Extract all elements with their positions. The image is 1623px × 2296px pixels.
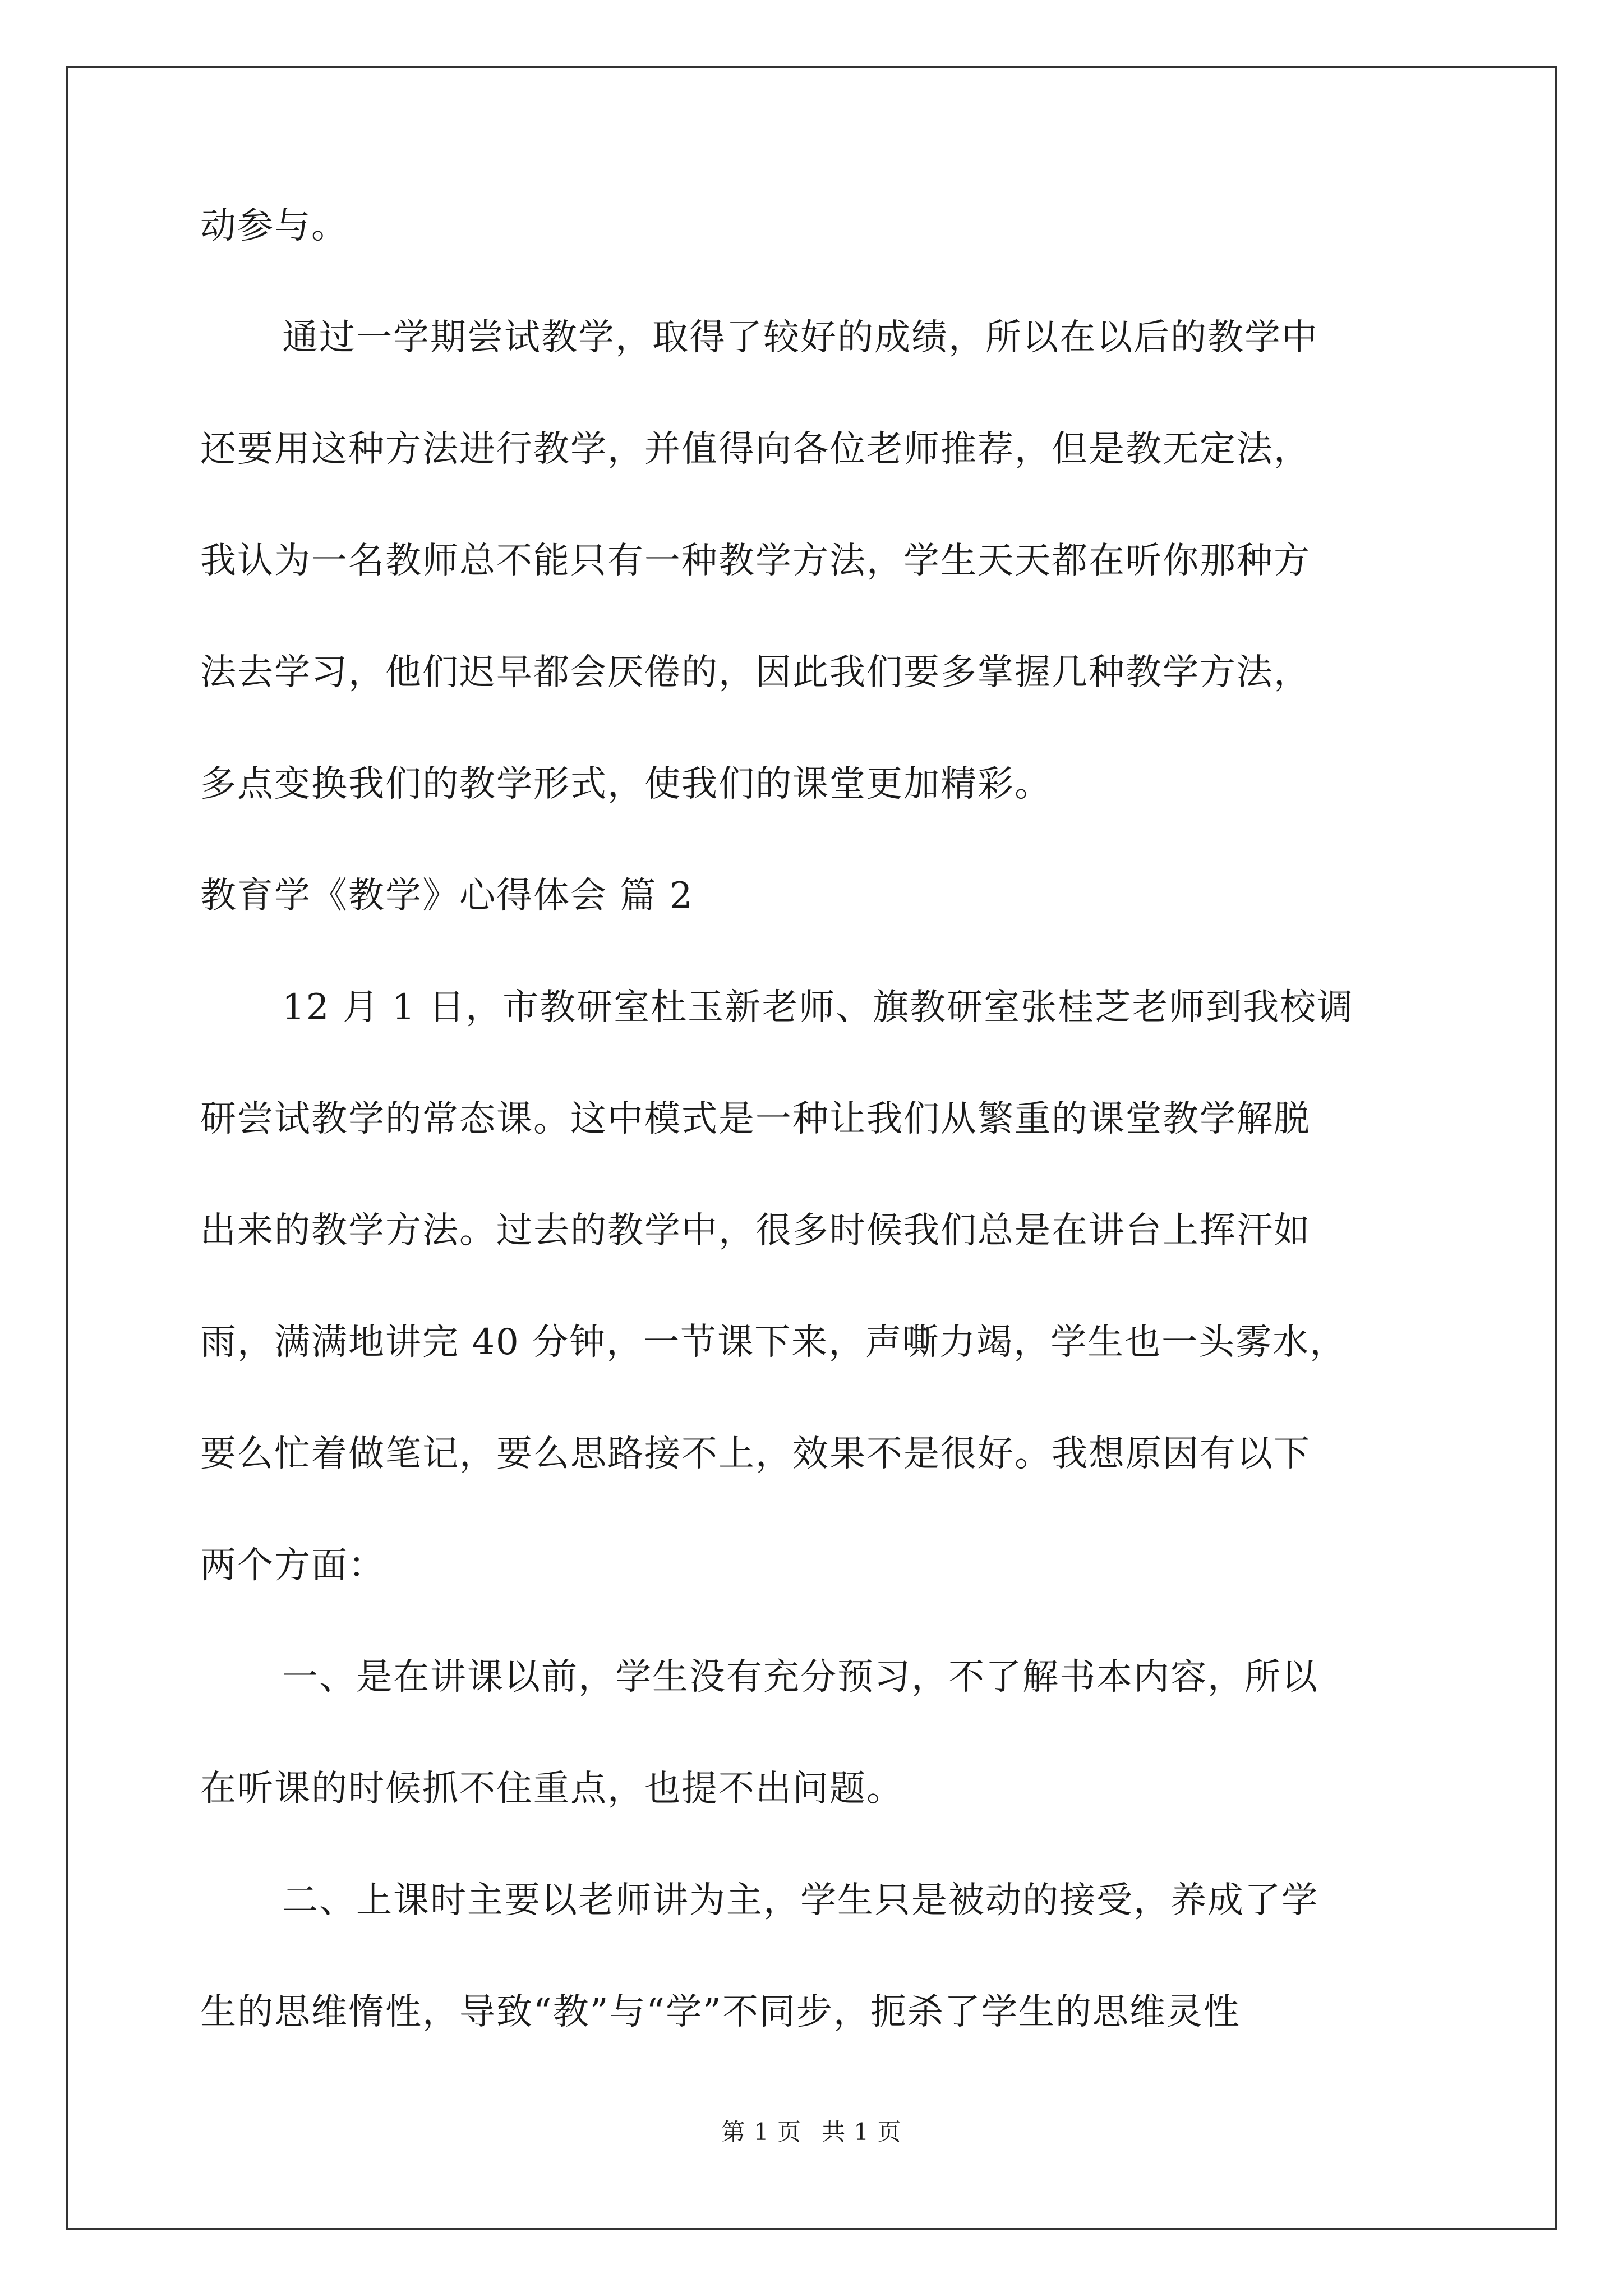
paragraph-line: 要么忙着做笔记，要么思路接不上，效果不是很好。我想原因有以下 [200,1433,1311,1475]
paragraph-line: 生的思维惰性，导致“教”与“学”不同步，扼杀了学生的思维灵性 [200,1991,1241,2033]
section-heading: 教育学《教学》心得体会 篇 2 [200,875,694,917]
paragraph-line: 一、是在讲课以前，学生没有充分预习，不了解书本内容，所以 [282,1657,1318,1698]
paragraph-line: 还要用这种方法进行教学，并值得向各位老师推荐，但是教无定法， [200,429,1311,470]
page-footer [0,2120,1623,2144]
paragraph-line: 雨，满满地讲完 40 分钟，一节课下来，声嘶力竭，学生也一头雾水， [200,1322,1347,1363]
paragraph-line: 在听课的时候抓不住重点，也提不出问题。 [200,1768,903,1810]
paragraph-line: 多点变换我们的教学形式，使我们的课堂更加精彩。 [200,763,1052,805]
paragraph-line: 二、上课时主要以老师讲为主，学生只是被动的接受，养成了学 [282,1880,1318,1921]
paragraph-line: 法去学习，他们迟早都会厌倦的，因此我们要多掌握几种教学方法， [200,652,1311,693]
paragraph-line: 研尝试教学的常态课。这中模式是一种让我们从繁重的课堂教学解脱 [200,1098,1311,1140]
paragraph-line: 出来的教学方法。过去的教学中，很多时候我们总是在讲台上挥汗如 [200,1210,1311,1251]
paragraph-line: 通过一学期尝试教学，取得了较好的成绩，所以在以后的教学中 [282,317,1318,358]
paragraph-line: 12 月 1 日，市教研室杜玉新老师、旗教研室张桂芝老师到我校调 [282,987,1354,1028]
paragraph-line: 我认为一名教师总不能只有一种教学方法，学生天天都在听你那种方 [200,540,1311,582]
page-total: 共 1 页 [822,2118,902,2146]
page-number: 第 1 页 [721,2118,801,2146]
paragraph-line: 两个方面： [200,1545,385,1586]
paragraph-line: 动参与。 [200,205,348,247]
